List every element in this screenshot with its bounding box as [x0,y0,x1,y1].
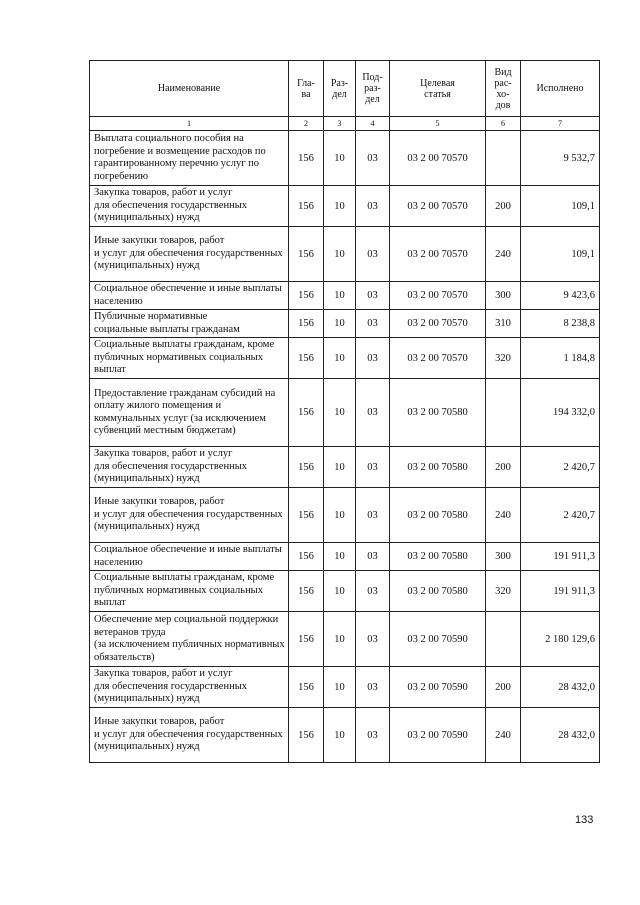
row-name: Иные закупки товаров, работ и услуг для обеспечения государственных (муниципальных) нужд [90,708,289,763]
table-row [90,612,600,667]
row-razdel: 10 [324,708,356,763]
row-razdel: 10 [324,227,356,282]
row-amount: 8 238,8 [521,310,600,338]
budget-table [89,60,600,763]
row-glava: 156 [289,282,324,310]
row-name: Закупка товаров, работ и услуг для обеспечения государственных (муниципальных) нужд [90,667,289,708]
row-vid [486,379,521,447]
row-razdel: 10 [324,338,356,379]
row-glava: 156 [289,488,324,543]
row-glava: 156 [289,708,324,763]
row-amount: 28 432,0 [521,667,600,708]
row-name: Обеспечение мер социальной поддержки ветеранов труда (за исключением публичных нормативных обязательств) [90,612,289,667]
table-row [90,131,600,186]
row-podrazdel: 03 [356,488,390,543]
row-target: 03 2 00 70590 [390,612,486,667]
row-glava: 156 [289,310,324,338]
row-target: 03 2 00 70580 [390,447,486,488]
row-name: Иные закупки товаров, работ и услуг для обеспечения государственных (муниципальных) нужд [90,488,289,543]
col-number: 5 [390,117,486,131]
row-glava: 156 [289,667,324,708]
page-number: 133 [575,814,594,826]
header-podrazdel: Под- раз- дел [356,61,390,117]
row-amount: 28 432,0 [521,708,600,763]
header-target: Целевая статья [390,61,486,117]
table-row [90,310,600,338]
row-target: 03 2 00 70570 [390,338,486,379]
row-glava: 156 [289,227,324,282]
row-name: Предоставление гражданам субсидий на оплату жилого помещения и коммунальных услуг (за исключением субвенций местным бюджетам) [90,379,289,447]
row-vid: 310 [486,310,521,338]
row-vid: 200 [486,667,521,708]
row-amount: 2 420,7 [521,447,600,488]
row-name: Социальное обеспечение и иные выплаты населению [90,543,289,571]
col-number: 7 [521,117,600,131]
row-target: 03 2 00 70580 [390,379,486,447]
row-name: Публичные нормативные социальные выплаты гражданам [90,310,289,338]
row-glava: 156 [289,543,324,571]
row-name: Социальные выплаты гражданам, кроме публичных нормативных социальных выплат [90,338,289,379]
header-vid: Вид рас- хо- дов [486,61,521,117]
row-podrazdel: 03 [356,186,390,227]
col-number: 3 [324,117,356,131]
row-target: 03 2 00 70570 [390,131,486,186]
row-target: 03 2 00 70570 [390,310,486,338]
col-number: 6 [486,117,521,131]
row-vid [486,612,521,667]
table-row [90,227,600,282]
row-glava: 156 [289,571,324,612]
row-vid: 300 [486,543,521,571]
table-row [90,667,600,708]
col-number: 1 [90,117,289,131]
row-amount: 2 420,7 [521,488,600,543]
header-glava: Гла- ва [289,61,324,117]
table-row [90,708,600,763]
row-podrazdel: 03 [356,282,390,310]
row-vid: 240 [486,708,521,763]
table-row [90,282,600,310]
row-vid: 320 [486,571,521,612]
table-row [90,447,600,488]
row-podrazdel: 03 [356,131,390,186]
row-name: Выплата социального пособия на погребение и возмещение расходов по гарантированному перечню услуг по погребению [90,131,289,186]
row-razdel: 10 [324,612,356,667]
row-amount: 9 532,7 [521,131,600,186]
row-amount: 9 423,6 [521,282,600,310]
row-vid: 300 [486,282,521,310]
row-razdel: 10 [324,488,356,543]
row-target: 03 2 00 70580 [390,543,486,571]
row-vid: 200 [486,447,521,488]
row-podrazdel: 03 [356,379,390,447]
row-razdel: 10 [324,310,356,338]
row-razdel: 10 [324,131,356,186]
col-number: 4 [356,117,390,131]
row-glava: 156 [289,186,324,227]
row-target: 03 2 00 70590 [390,708,486,763]
row-razdel: 10 [324,543,356,571]
row-glava: 156 [289,131,324,186]
row-podrazdel: 03 [356,708,390,763]
row-amount: 109,1 [521,227,600,282]
row-vid [486,131,521,186]
row-razdel: 10 [324,379,356,447]
row-target: 03 2 00 70580 [390,571,486,612]
table-row [90,488,600,543]
row-target: 03 2 00 70590 [390,667,486,708]
header-name: Наименование [90,61,289,117]
row-podrazdel: 03 [356,338,390,379]
row-podrazdel: 03 [356,447,390,488]
row-target: 03 2 00 70580 [390,488,486,543]
row-amount: 194 332,0 [521,379,600,447]
row-vid: 320 [486,338,521,379]
row-vid: 240 [486,227,521,282]
row-name: Социальные выплаты гражданам, кроме публичных нормативных социальных выплат [90,571,289,612]
row-glava: 156 [289,338,324,379]
row-amount: 2 180 129,6 [521,612,600,667]
row-name: Закупка товаров, работ и услуг для обеспечения государственных (муниципальных) нужд [90,186,289,227]
row-podrazdel: 03 [356,612,390,667]
row-name: Закупка товаров, работ и услуг для обеспечения государственных (муниципальных) нужд [90,447,289,488]
row-amount: 191 911,3 [521,543,600,571]
row-target: 03 2 00 70570 [390,282,486,310]
table-row [90,571,600,612]
row-glava: 156 [289,447,324,488]
row-name: Иные закупки товаров, работ и услуг для обеспечения государственных (муниципальных) нужд [90,227,289,282]
row-razdel: 10 [324,667,356,708]
row-glava: 156 [289,379,324,447]
header-row [90,61,600,117]
row-target: 03 2 00 70570 [390,227,486,282]
column-number-row [90,117,600,131]
row-razdel: 10 [324,571,356,612]
row-razdel: 10 [324,186,356,227]
row-podrazdel: 03 [356,227,390,282]
row-amount: 1 184,8 [521,338,600,379]
table-body [90,131,600,763]
row-glava: 156 [289,612,324,667]
row-podrazdel: 03 [356,571,390,612]
table-row [90,379,600,447]
header-razdel: Раз- дел [324,61,356,117]
row-amount: 191 911,3 [521,571,600,612]
row-razdel: 10 [324,447,356,488]
row-target: 03 2 00 70570 [390,186,486,227]
table-row [90,543,600,571]
table-row [90,186,600,227]
col-number: 2 [289,117,324,131]
row-podrazdel: 03 [356,667,390,708]
table-row [90,338,600,379]
row-podrazdel: 03 [356,543,390,571]
row-vid: 200 [486,186,521,227]
row-razdel: 10 [324,282,356,310]
row-name: Социальное обеспечение и иные выплаты населению [90,282,289,310]
row-amount: 109,1 [521,186,600,227]
header-executed: Исполнено [521,61,600,117]
row-vid: 240 [486,488,521,543]
row-podrazdel: 03 [356,310,390,338]
